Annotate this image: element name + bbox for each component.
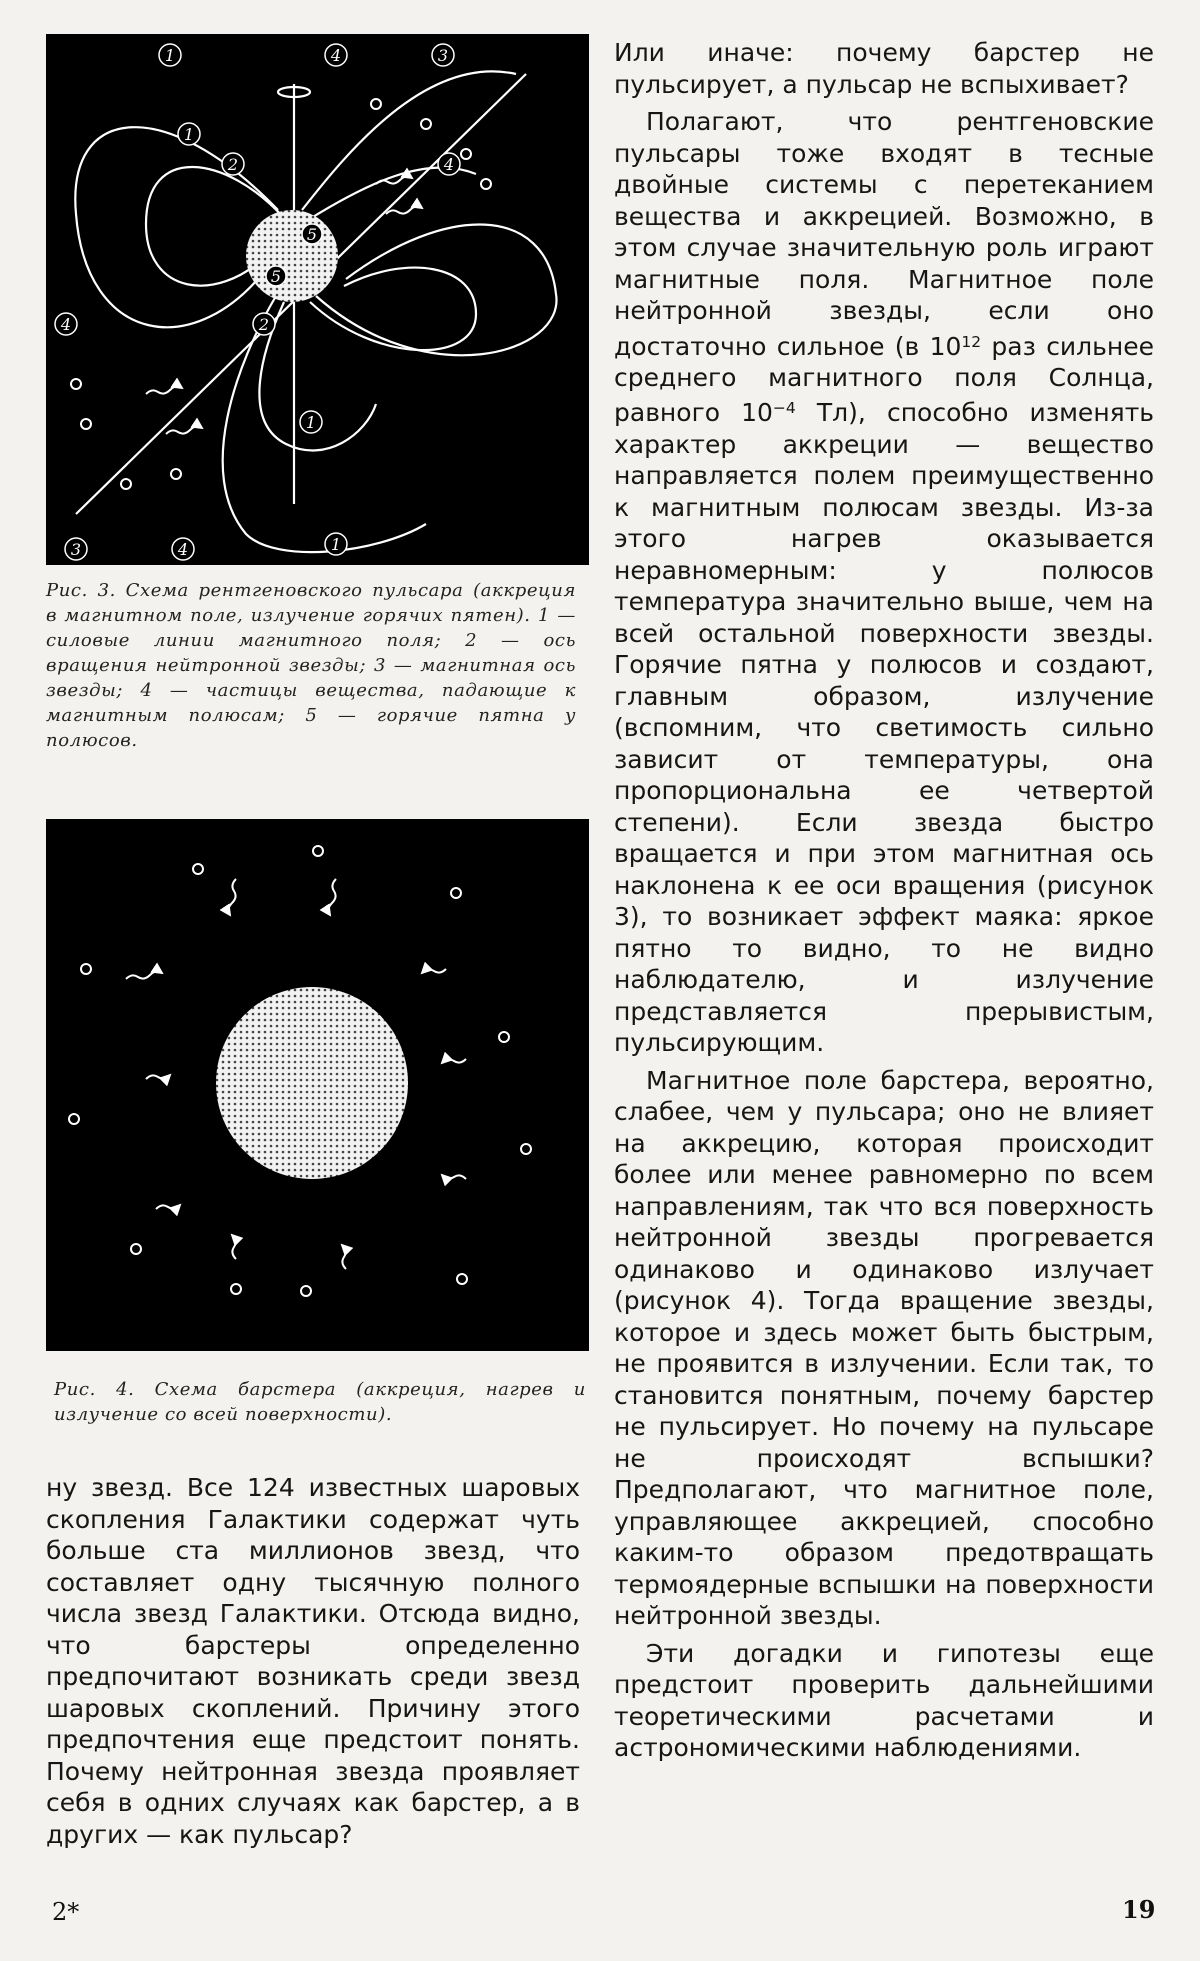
superscript: −4 — [772, 399, 796, 418]
label-4: 4 — [60, 315, 72, 334]
particle-track — [386, 206, 422, 214]
paragraph: Или иначе: почему барстер не пульсирует, а пульсар не вспыхивает? — [614, 38, 1154, 99]
label-1: 1 — [164, 46, 176, 65]
label-4: 4 — [330, 46, 342, 65]
neutron-star — [216, 987, 408, 1179]
paragraph: ну звезд. Все 124 известных шаровых скопления Галактики содержат чуть больше ста миллионов звезд, что составляет одну тысячную полного числа звезд Галактики. Отсюда видно, что барстеры определенно предпочитают возникать среди звезд шаровых скоплений. Причину этого предпочтения еще предстоит понять. Почему нейтронная звезда проявляет себя в одних случаях как барстер, а в других — как пульсар? — [46, 1473, 580, 1849]
particle-track — [442, 1175, 466, 1179]
label-5: 5 — [306, 225, 318, 244]
particle-track — [126, 971, 162, 979]
page-number: 19 — [1122, 1895, 1156, 1924]
left-text-column — [46, 1472, 580, 1850]
pulsar-diagram-svg — [46, 34, 589, 565]
label-4: 4 — [177, 540, 189, 559]
particle-track — [146, 1075, 170, 1079]
label-1: 1 — [183, 125, 195, 144]
label-3: 3 — [437, 46, 449, 65]
label-2: 2 — [227, 155, 239, 174]
particle-track — [156, 1205, 180, 1209]
figure-4-caption: Рис. 4. Схема барстера (аккреция, нагрев и излучение со всей поверхности). — [54, 1379, 586, 1425]
paragraph — [614, 106, 1154, 1059]
paragraph-text: Тл), способно изменять характер аккреции — вещество направляется полем преимущественно к магнитным полюсам звезды. Из-за этого нагрев оказывается неравномерным: у полюсов температура значительно выше, чем на всей остальной поверхности звезды. Горячие пятна у полюсов и создают, главным образом, излучение (вспомним, что светимость сильно зависит от температуры, она пропорциональна ее четвертой степени). Если звезда быстро вращается и при этом магнитная ось наклонена к ее оси вращения (рисунок 3), то возникает эффект маяка: яркое пятно то видно, то не видно наблюдателю, и излучение представляется прерывистым, пульсирующим. — [614, 398, 1154, 1057]
neutron-star — [246, 210, 338, 302]
printer-signature: 2* — [52, 1898, 80, 1926]
particle-track — [228, 879, 236, 915]
burster-diagram-svg — [46, 819, 589, 1351]
particle-track — [342, 1245, 346, 1269]
particle-track — [422, 969, 446, 973]
label-5: 5 — [270, 267, 282, 286]
particle-track — [166, 426, 202, 434]
paragraph-text: Полагают, что рентгеновские пульсары тоже входят в тесные двойные системы с перетеканием вещества и аккрецией. Возможно, в этом случае значительную роль играют магнитные поля. Магнитное поле нейтронной звезды, если оно достаточно сильное (в — [614, 107, 1154, 361]
label-2: 2 — [258, 315, 270, 334]
right-text-column — [614, 37, 1154, 1764]
field-line-lower-left — [223, 296, 426, 552]
particle-track — [146, 386, 182, 394]
field-line-inner-lower — [310, 268, 476, 351]
figure-3-xray-pulsar-diagram — [46, 34, 589, 565]
label-3: 3 — [70, 540, 82, 559]
particle-track — [376, 176, 412, 184]
particle-track — [232, 1235, 236, 1259]
figure-3-caption: Рис. 3. Схема рентгеновского пульсара (аккреция в магнитном поле, излучение горячих пятен). 1 — силовые линии магнитного поля; 2 — ось вращения нейтронной звезды; 3 — магнитная ось звезды; 4 — частицы вещества, падающие к магнитным полюсам; 5 — горячие пятна у полюсов. — [46, 580, 576, 751]
particle-track — [442, 1059, 466, 1063]
paragraph: Эти догадки и гипотезы еще предстоит проверить дальнейшими теоретическими расчетами и астрономическими наблюдениями. — [614, 1638, 1154, 1762]
power-base: 10 — [929, 331, 962, 361]
label-4: 4 — [443, 155, 455, 174]
label-1: 1 — [305, 413, 317, 432]
paragraph-text: раз сильнее среднего магнитного поля Солнца, равного 10 — [614, 331, 1155, 427]
field-line-outer-upper — [75, 127, 278, 327]
superscript: 12 — [961, 332, 982, 351]
particle-track — [328, 879, 336, 915]
paragraph: Магнитное поле барстера, вероятно, слабее, чем у пульсара; оно не влияет на аккрецию, которая происходит более или менее равномерно по всем направлениям, так что вся поверхность нейтронной звезды прогревается одинаково и одинаково излучает (рисунок 4). Тогда вращение звезды, которое и здесь может быть быстрым, не проявится в излучении. Если так, то становится понятным, почему барстер не пульсирует. Но почему на пульсаре не происходят вспышки? Предполагают, что магнитное поле, управляющее аккрецией, способно каким-то образом предотвращать термоядерные вспышки на поверхности нейтронной звезды. — [614, 1065, 1154, 1630]
figure-4-burster-diagram — [46, 819, 589, 1351]
label-1: 1 — [330, 535, 342, 554]
